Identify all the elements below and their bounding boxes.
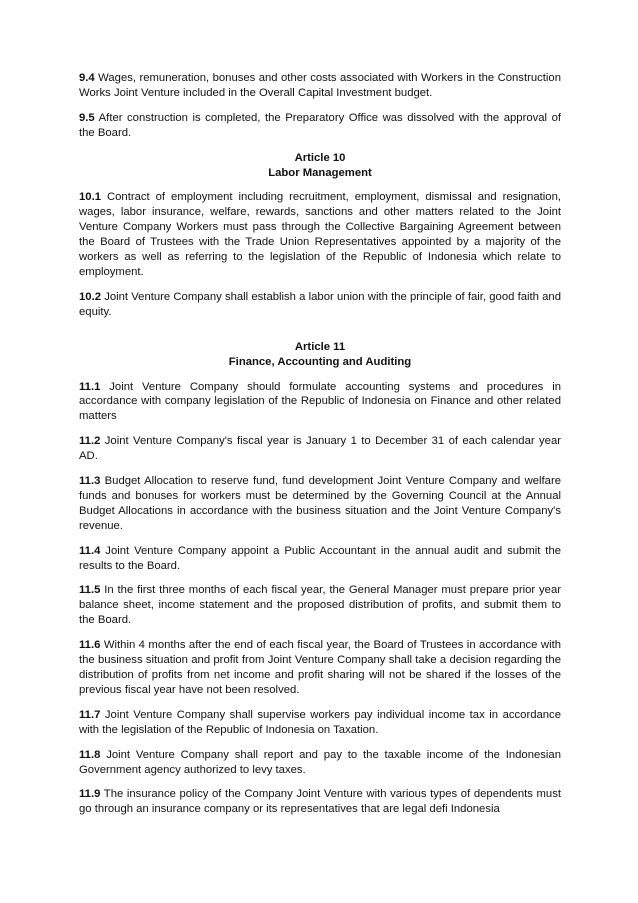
clause-text: Joint Venture Company's fiscal year is January 1 to December 31 of each calendar year AD. [79, 435, 561, 463]
clause-number: 11.6 [79, 639, 101, 652]
clause-paragraph [79, 787, 561, 817]
clause-number: 11.9 [79, 788, 101, 801]
clause-number: 11.1 [79, 380, 101, 393]
clause-text: Joint Venture Company shall supervise workers pay individual income tax in accordance with the legislation of the Republic of Indonesia on Taxation. [79, 708, 561, 736]
clause-text: Joint Venture Company shall report and pay to the taxable income of the Indonesian Government agency authorized to levy taxes. [79, 748, 561, 776]
clause-paragraph [79, 583, 561, 628]
clause-paragraph [79, 380, 561, 425]
clause-text: Contract of employment including recruitment, employment, dismissal and resignation, wages, labor insurance, welfare, rewards, sanctions and other matters related to the Joint Venture Company Workers must pass through the Collective Bargaining Agreement between the Board of Trustees with the Trade Union Representatives appointed by a majority of the workers as well as referring to the legislation of the Republic of Indonesia which relate to employment. [79, 191, 561, 278]
clause-number: 9.4 [79, 72, 95, 84]
clause-text: Within 4 months after the end of each fiscal year, the Board of Trustees in accordance with the business situation and profit from Joint Venture Company shall take a decision regarding the distribution of profits from net income and profit sharing will not be shared if the losses of the previous fiscal year have not been resolved. [79, 639, 562, 696]
article-heading [79, 151, 561, 181]
clause-text: After construction is completed, the Preparatory Office was dissolved with the approval of the Board. [79, 111, 562, 139]
clause-number: 11.5 [79, 584, 101, 597]
clause-text: In the first three months of each fiscal year, the General Manager must prepare prior year balance sheet, income statement and the proposed distribution of profits, and submit them to the Board. [79, 584, 561, 627]
clause-paragraph [79, 638, 561, 698]
clause-paragraph [79, 434, 561, 464]
clause-text: Joint Venture Company should formulate accounting systems and procedures in accordance with company legislation of the Republic of Indonesia on Finance and other related matters [79, 380, 561, 423]
clause-number: 10.2 [79, 290, 101, 303]
clause-number: 11.4 [79, 544, 101, 557]
clause-number: 10.1 [79, 191, 101, 204]
clause-number: 11.2 [79, 435, 101, 448]
clause-number: 11.7 [79, 708, 101, 721]
clause-text: The insurance policy of the Company Joint Venture with various types of dependents must go through an insurance company or its representatives that are legal defi Indonesia [79, 788, 561, 816]
clause-paragraph [79, 190, 561, 279]
clause-paragraph [79, 544, 561, 574]
clause-text: Budget Allocation to reserve fund, fund development Joint Venture Company and welfare funds and bonuses for workers must be determined by the Governing Council at the Annual Budget Allocations in accordance with the business situation and the Joint Venture Company's revenue. [79, 475, 561, 532]
clause-paragraph [79, 474, 561, 534]
section-spacer [79, 330, 561, 340]
clause-number: 11.3 [79, 475, 101, 488]
clause-number: 9.5 [79, 111, 95, 124]
clause-paragraph [79, 748, 561, 778]
article-number: Article 10 [294, 151, 346, 164]
clause-text: Joint Venture Company shall establish a labor union with the principle of fair, good faith and equity. [79, 290, 561, 318]
clause-paragraph [79, 111, 561, 141]
article-heading [79, 340, 561, 370]
article-title: Finance, Accounting and Auditing [228, 355, 412, 368]
article-title: Labor Management [268, 166, 372, 179]
clause-paragraph [79, 71, 561, 101]
clause-text: Wages, remuneration, bonuses and other costs associated with Workers in the Construction Works Joint Venture included in the Overall Capital Investment budget. [79, 72, 562, 99]
clause-paragraph [79, 708, 561, 738]
document-page [79, 71, 561, 827]
article-number: Article 11 [294, 340, 346, 353]
clause-text: Joint Venture Company appoint a Public Accountant in the annual audit and submit the results to the Board. [79, 544, 562, 572]
clause-number: 11.8 [79, 748, 101, 761]
clause-paragraph [79, 290, 561, 320]
